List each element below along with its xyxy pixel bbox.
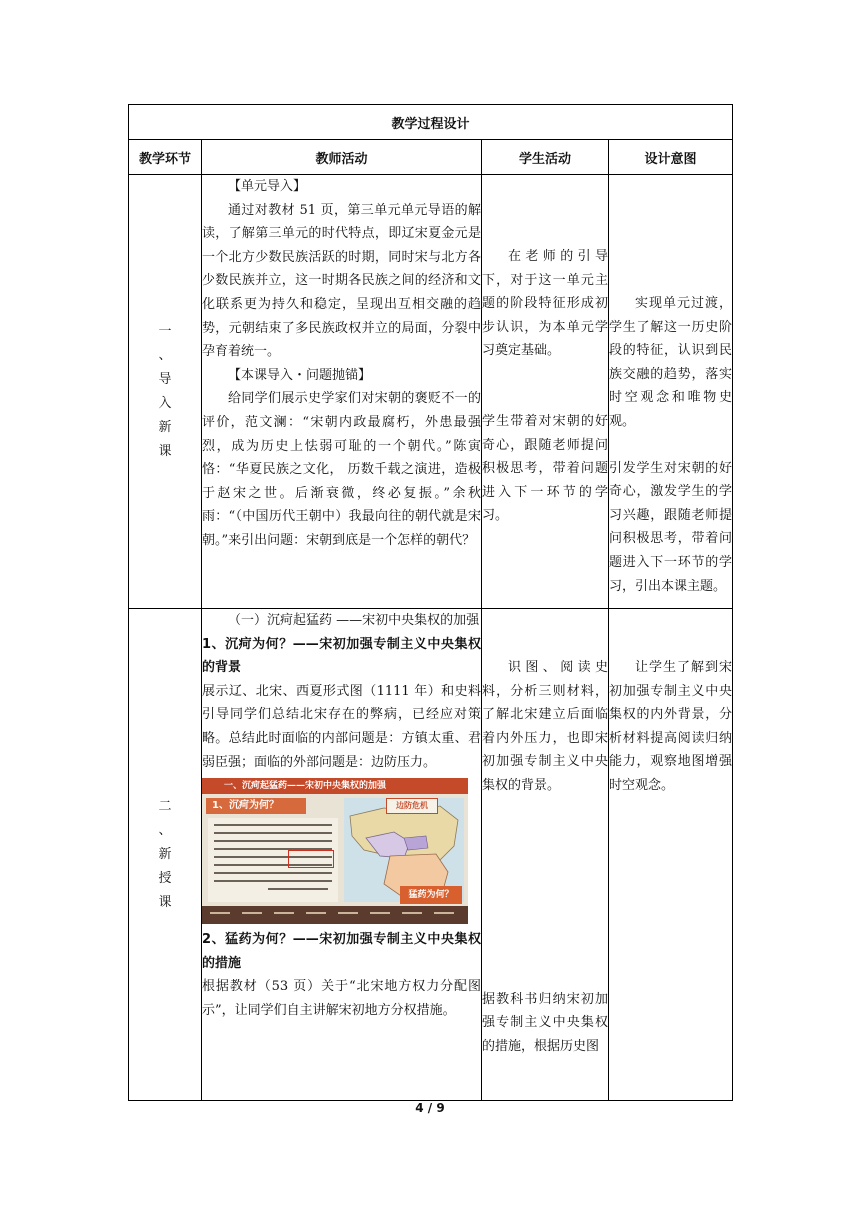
table-row bbox=[129, 609, 733, 1101]
stage-char: 课 bbox=[158, 894, 172, 910]
lesson-intro-text: 给同学们展示史学家们对宋朝的褒贬不一的评价，范文澜：“宋朝内政最腐朽，外患最强烈，成为历史上怯弱可耻的一个朝代。”陈寅恪：“华夏民族之文化， 历数千载之演进，造极于赵宋之世。后渐衰微，终必复振。”余秋雨：“（中国历代王朝中）我最向往的朝代就是宋朝。”来引出问题：宋朝到底是一个怎样的朝代？ bbox=[202, 391, 481, 548]
point-1-heading: 1、沉疴为何？——宋初加强专制主义中央集权的背景 bbox=[202, 636, 481, 676]
table-title: 教学过程设计 bbox=[129, 105, 733, 140]
section-title: （一）沉疴起猛药 ——宋初中央集权的加强 bbox=[228, 613, 480, 628]
table-row bbox=[129, 175, 733, 609]
stage-cell-intro bbox=[129, 175, 202, 609]
slide-highlight-box bbox=[288, 850, 334, 868]
intent-text-3: 让学生了解到宋初加强专制主义中央集权的内外背景，分析材料提高阅读归纳能力，观察地图增强时空观念。 bbox=[609, 660, 733, 793]
unit-intro-heading: 【单元导入】 bbox=[228, 179, 307, 194]
slide-subtitle: 1、沉疴为何？ bbox=[212, 800, 279, 812]
student-text-3: 识图、阅读史料，分析三则材料，了解北宋建立后面临着内外压力，也即宋初加强专制主义中央集权的背景。 bbox=[482, 660, 608, 793]
header-student: 学生活动 bbox=[482, 140, 609, 175]
point-2-heading: 2、猛药为何？——宋初加强专制主义中央集权的措施 bbox=[202, 932, 481, 971]
courseware-slide-image bbox=[202, 778, 468, 924]
teacher-activity-intro bbox=[202, 175, 482, 609]
slide-question-label: 猛药为何？ bbox=[408, 890, 454, 901]
stage-char: 入 bbox=[158, 395, 172, 411]
stage-char: 、 bbox=[158, 822, 172, 838]
header-teacher: 教师活动 bbox=[202, 140, 482, 175]
stage-char: 课 bbox=[158, 443, 172, 459]
student-text-4: 据教科书归纳宋初加强专制主义中央集权的措施，根据历史图 bbox=[482, 991, 608, 1054]
stage-char: 授 bbox=[158, 870, 172, 886]
lesson-intro-heading: 【本课导入・问题抛锚】 bbox=[228, 367, 372, 383]
stage-char: 一 bbox=[158, 323, 172, 339]
slide-banner-title: 一、沉疴起猛药——宋初中央集权的加强 bbox=[224, 781, 387, 792]
header-intent: 设计意图 bbox=[609, 140, 733, 175]
student-text-1: 在老师的引导下，对于这一单元主题的阶段特征形成初步认识，为本单元学习奠定基础。 bbox=[482, 249, 608, 359]
point-2-text: 根据教材（53 页）关于“北宋地方权力分配图示”，让同学们自主讲解宋初地方分权措施。 bbox=[202, 979, 481, 1018]
header-stage: 教学环节 bbox=[129, 140, 202, 175]
stage-char: 新 bbox=[158, 846, 172, 862]
design-intent-new bbox=[609, 609, 733, 1101]
slide-timeline bbox=[202, 906, 468, 924]
page-number: 4 / 9 bbox=[415, 1101, 445, 1115]
student-activity-intro bbox=[482, 175, 609, 609]
stage-char: 二 bbox=[158, 798, 172, 814]
design-intent-intro bbox=[609, 175, 733, 609]
stage-char: 导 bbox=[158, 371, 172, 387]
unit-intro-text: 通过对教材 51 页，第三单元单元导语的解读，了解第三单元的时代特点，即辽宋夏金元是一个北方少数民族活跃的时期，同时宋与北方各少数民族并立，这一时期各民族之间的经济和文化联系更为持久和稳定，呈现出互相交融的趋势，元朝结束了多民族政权并立的局面，分裂中孕育着统一。 bbox=[202, 202, 481, 360]
student-text-2: 学生带着对宋朝的好奇心，跟随老师提问积极思考，带着问题进入下一环节的学习。 bbox=[482, 413, 608, 524]
student-activity-new bbox=[482, 609, 609, 1101]
intent-text-1: 实现单元过渡，学生了解这一历史阶段的特征，认识到民族交融的趋势，落实时空观念和唯物史观。 bbox=[609, 296, 733, 429]
lesson-process-table bbox=[128, 104, 733, 1101]
point-1-text: 展示辽、北宋、西夏形式图（1111 年）和史料引导同学们总结北宋存在的弊病，已经应对策略。总结此时面临的内部问题是：方镇太重、君弱臣强；面临的外部问题是：边防压力。 bbox=[202, 683, 481, 770]
stage-char: 、 bbox=[158, 347, 172, 363]
stage-char: 新 bbox=[158, 419, 172, 435]
map-label: 边防危机 bbox=[386, 798, 438, 814]
teacher-activity-new bbox=[202, 609, 482, 1101]
stage-cell-new bbox=[129, 609, 202, 1101]
intent-text-2: 引发学生对宋朝的好奇心，激发学生的学习兴趣，跟随老师提问积极思考，带着问题进入下一环节的学习，引出本课主题。 bbox=[609, 460, 733, 594]
